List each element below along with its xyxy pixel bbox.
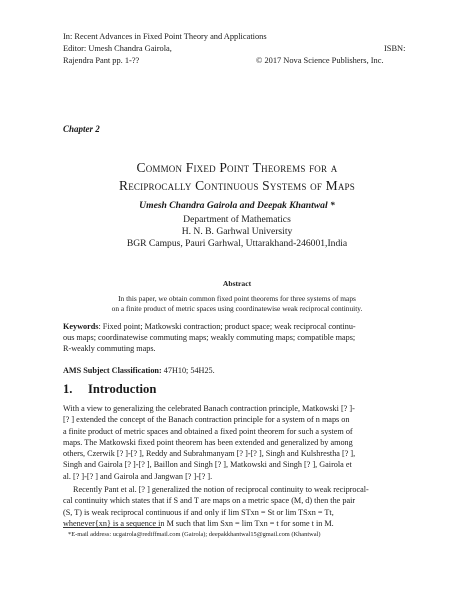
paragraph-line: others, Czerwik [? ]-[? ], Reddy and Subrahmanyam [? ]-[? ], Singh and Kulshrestha [? ], (63, 449, 356, 459)
paragraph-line: [? ] extended the concept of the Banach contraction principle for a system of n maps on (63, 415, 350, 425)
paragraph-line: With a view to generalizing the celebrated Banach contraction principle, Matkowski [? ]- (63, 404, 355, 413)
ams-label: AMS Subject Classification: (63, 366, 162, 375)
keywords-line: : Fixed point; Matkowski contraction; product space; weak reciprocal continu- (98, 322, 356, 331)
pages-line: Rajendra Pant pp. 1-?? (63, 56, 140, 65)
copyright-line: © 2017 Nova Science Publishers, Inc. (256, 56, 384, 65)
isbn-label: ISBN: (384, 44, 406, 53)
footnote-rule (63, 527, 161, 528)
keywords-line: R-weakly commuting maps. (63, 344, 156, 353)
ams-value: 47H10; 54H25. (161, 366, 215, 375)
paragraph-line: al. [? ]-[? ] and Gairola and Jangwan [? ]-[? ]. (63, 471, 213, 481)
section-title: Introduction (88, 382, 157, 396)
paragraph-line: Singh and Gairola [? ]-[? ], Baillon and Singh [? ], Matkowski and Singh [? ], Gairola et (63, 460, 352, 470)
keywords-line: ous maps; coordinatewise commuting maps; weakly commuting maps; compatible maps; (63, 333, 356, 342)
ams-classification (63, 366, 215, 375)
keywords-block (63, 321, 411, 354)
abstract-line: on a finite product of metric spaces using coordinatewise weak reciprocal continuity. (111, 304, 363, 313)
keywords-label: Keywords (63, 322, 99, 331)
paragraph-line: cal continuity which states that if S and T are maps on a metric space (M, d) then the pair (63, 496, 356, 506)
abstract-heading: Abstract (222, 279, 252, 288)
affiliation-address: BGR Campus, Pauri Garhwal, Uttarakhand-246001,India (126, 238, 348, 249)
intro-paragraph-2 (63, 484, 411, 529)
footnote-email: *E-mail address: ucgairola@rediffmail.com (Gairola); deepakkhantwal15@gmail.com (Khantwal) (68, 531, 321, 538)
section-heading (63, 382, 156, 397)
abstract-text (90, 294, 384, 314)
paragraph-line: whenever{xn} is a sequence in M such that lim Sxn = lim Txn = t for some t in M. (63, 518, 334, 528)
editor-line: Editor: Umesh Chandra Gairola, (63, 44, 172, 53)
abstract-line: In this paper, we obtain common fixed point theorems for three systems of maps (118, 294, 356, 303)
paper-title-line-1: Common Fixed Point Theorems for a (136, 160, 338, 175)
authors: Umesh Chandra Gairola and Deepak Khantwal * (139, 200, 335, 211)
chapter-label: Chapter 2 (63, 124, 100, 134)
book-title-line: In: Recent Advances in Fixed Point Theory and Applications (63, 32, 267, 41)
paragraph-line: Recently Pant et al. [? ] generalized the notion of reciprocal continuity to weak reciprocal- (73, 485, 369, 494)
paragraph-line: a finite product of metric spaces and obtained a fixed point theorem for such a system of (63, 426, 353, 436)
affiliation-university: H. N. B. Garhwal University (181, 226, 293, 237)
affiliation-department: Department of Mathematics (183, 214, 291, 225)
paragraph-line: (S, T) is weak reciprocal continuous if and only if lim STxn = St or lim TSxn = Tt, (63, 507, 334, 517)
paper-title-line-2: Reciprocally Continuous Systems of Maps (119, 178, 355, 193)
section-number: 1. (63, 382, 73, 396)
intro-paragraph-1 (63, 403, 411, 482)
paragraph-line: maps. The Matkowski fixed point theorem has been extended and generalized by among (63, 437, 353, 447)
